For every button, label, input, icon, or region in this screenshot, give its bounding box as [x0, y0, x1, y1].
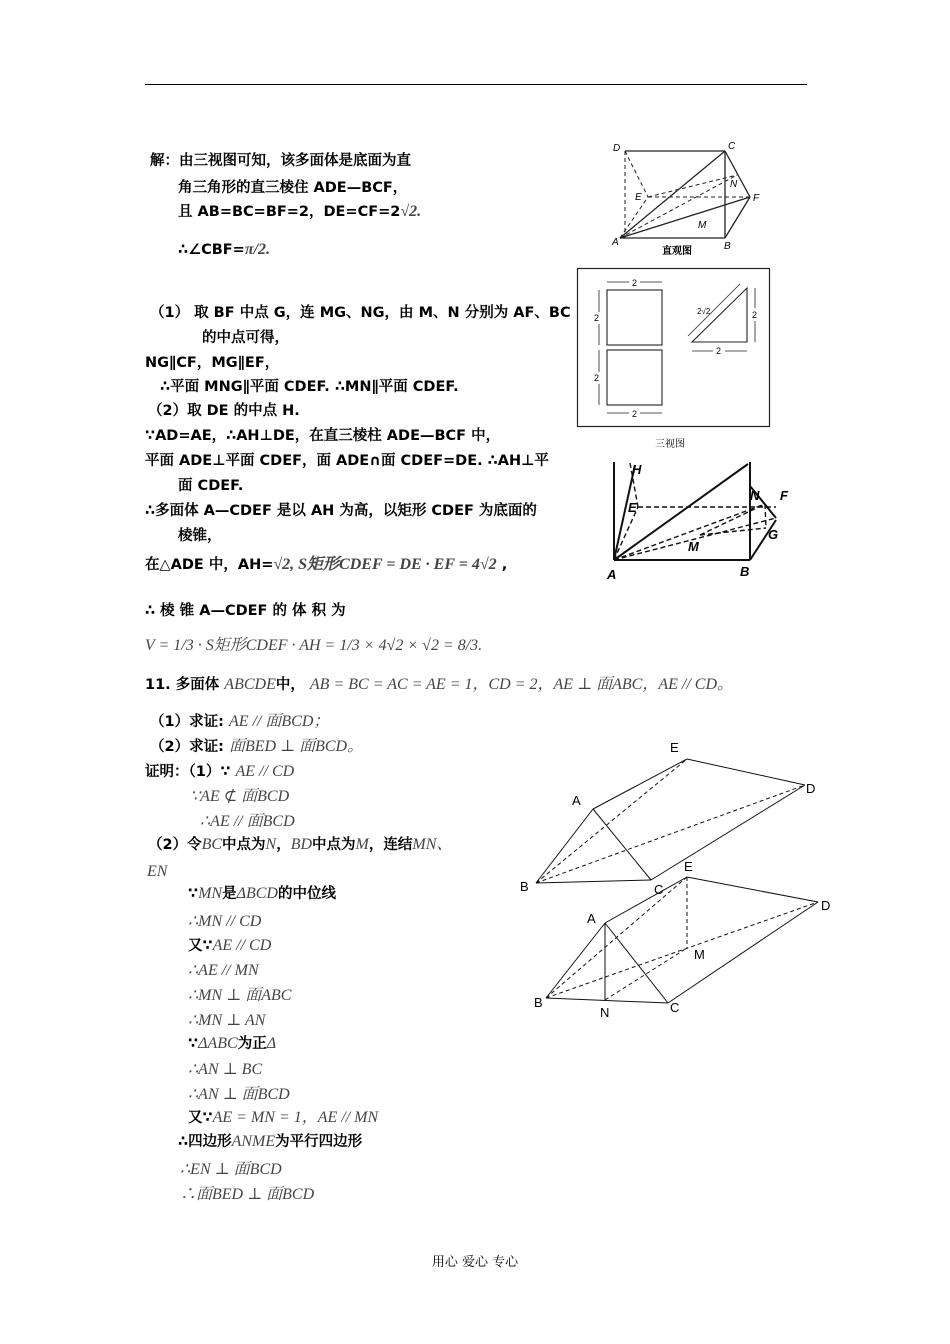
fig3-label-B: B: [740, 564, 750, 579]
part1-line-3: NG∥CF，MG∥EF，: [145, 355, 280, 371]
header-rule: [145, 84, 807, 85]
question-2: （2）求证: 面BED ⊥ 面BCD。: [150, 738, 364, 755]
sol-line-1: 解：由三视图可知，该多面体是底面为直: [150, 153, 411, 169]
proof-line-7: ∴MN // CD: [188, 913, 262, 930]
fig1-label-A: A: [612, 237, 619, 248]
proof-line-6: ∵MN是ΔBCD的中位线: [188, 885, 336, 902]
proof-line-8: 又∵AE // CD: [188, 937, 272, 954]
fig4-lower-label-E: E: [684, 859, 693, 874]
proof-line-16: ∴四边形ANME为平行四边形: [178, 1133, 363, 1150]
proof-line-2: ∵AE ⊄ 面BCD: [190, 788, 290, 805]
fig4-upper-label-D: D: [806, 781, 816, 796]
fig3-label-F: F: [780, 488, 788, 503]
fig1-label-N: N: [730, 179, 738, 190]
part2-line-2: ∵AD=AE，∴AH⊥DE，在直三棱柱 ADE—BCF 中，: [145, 428, 501, 444]
fig1-label-M: M: [698, 220, 707, 231]
proof-line-4: （2）令BC中点为N，BD中点为M，连结MN、: [148, 836, 453, 853]
fig2-dim-side-bottom: 2: [716, 346, 722, 356]
fig4-lower-label-A: A: [587, 911, 596, 926]
sol-line-2: 角三角形的直三棱住 ADE—BCF，: [178, 180, 408, 196]
fig3-label-N: N: [750, 488, 760, 503]
fig3-label-H: H: [632, 462, 642, 477]
fig4-lower-label-D: D: [821, 898, 831, 913]
figure-polyhedron: [510, 735, 830, 1020]
fig3-label-G: G: [768, 527, 779, 542]
proof-line-14: ∴AN ⊥ 面BCD: [188, 1086, 290, 1103]
fig2-dim-diagonal: 2√2: [697, 307, 711, 316]
proof-line-9: ∴AE // MN: [188, 962, 259, 979]
fig1-label-F: F: [753, 193, 760, 204]
proof-line-11: ∴MN ⊥ AN: [188, 1012, 266, 1029]
part2-line-8: ∴ 棱 锥 A—CDEF 的 体 积 为: [145, 603, 346, 619]
proof-line-15: 又∵AE = MN = 1，AE // MN: [188, 1109, 379, 1126]
fig4-upper-label-B: B: [520, 879, 529, 894]
fig1-label-C: C: [728, 141, 736, 152]
fig4-upper-label-E: E: [670, 740, 679, 755]
part2-line-4: 面 CDEF.: [178, 478, 244, 494]
proof-line-5: EN: [147, 863, 168, 880]
fig1-label-B: B: [724, 241, 731, 252]
proof-line-10: ∴MN ⊥ 面ABC: [188, 987, 292, 1004]
figure-solution-diagram: [600, 460, 800, 585]
problem11-title: 11. 多面体 ABCDE中， AB = BC = AC = AE = 1，CD = 2，AE ⊥ 面ABC，AE // CD。: [145, 676, 734, 693]
fig4-lower-label-B: B: [534, 995, 543, 1010]
fig1-caption: 直观图: [662, 246, 692, 257]
part2-line-6: 棱锥，: [178, 528, 222, 544]
sol-line-4: ∴∠CBF=π/2.: [178, 241, 271, 258]
fig3-label-A: A: [607, 567, 617, 582]
page-footer: 用心 爱心 专心: [431, 1255, 519, 1270]
proof-line-1: 证明：（1）∵ AE // CD: [145, 763, 295, 780]
volume-formula: V = 1/3 · S矩形CDEF · AH = 1/3 × 4√2 × √2 = 8/3.: [145, 637, 483, 654]
sol-line-3: 且 AB=BC=BF=2，DE=CF=2√2.: [178, 203, 422, 220]
part1-line-1: （1） 取 BF 中点 G，连 MG、NG，由 M、N 分别为 AF、BC: [150, 305, 571, 321]
part2-line-3: 平面 ADE⊥平面 CDEF，面 ADE∩面 CDEF=DE. ∴AH⊥平: [145, 453, 549, 469]
part2-line-5: ∴多面体 A—CDEF 是以 AH 为高，以矩形 CDEF 为底面的: [145, 503, 537, 519]
part1-line-2: 的中点可得，: [202, 330, 289, 346]
question-1: （1）求证: AE // 面BCD；: [150, 713, 330, 730]
fig1-label-E: E: [635, 192, 642, 203]
proof-line-12: ∵ΔABC为正Δ: [188, 1035, 277, 1052]
proof-line-3: ∴AE // 面BCD: [200, 813, 295, 830]
fig2-dim-left-upper: 2: [594, 313, 600, 323]
fig2-dim-top: 2: [632, 278, 638, 288]
part2-line-7: 在△ADE 中，AH=√2, S矩形CDEF = DE · EF = 4√2 ,: [145, 556, 508, 573]
part2-line-1: （2）取 DE 的中点 H.: [148, 403, 300, 419]
fig2-caption: 三视图: [655, 439, 685, 450]
fig4-upper-label-A: A: [572, 793, 581, 808]
fig4-lower-label-N: N: [600, 1005, 610, 1020]
proof-line-13: ∴AN ⊥ BC: [188, 1061, 263, 1078]
fig3-label-E: E: [628, 500, 637, 515]
part1-line-4: ∴平面 MNG∥平面 CDEF. ∴MN∥平面 CDEF.: [160, 379, 459, 395]
fig3-label-M: M: [688, 539, 699, 554]
fig2-dim-left-lower: 2: [594, 373, 600, 383]
proof-line-17: ∴EN ⊥ 面BCD: [180, 1161, 282, 1178]
fig4-upper-label-C: C: [654, 882, 664, 897]
fig2-dim-bottom: 2: [632, 409, 638, 419]
fig4-lower-label-C: C: [670, 1000, 680, 1015]
figure-perspective-view: [600, 135, 780, 260]
fig1-label-D: D: [613, 143, 621, 154]
fig2-dim-right: 2: [752, 310, 758, 320]
figure-three-views: [577, 268, 772, 453]
fig4-lower-label-M: M: [694, 947, 705, 962]
proof-line-18: ∴面BED ⊥ 面BCD: [180, 1186, 315, 1203]
